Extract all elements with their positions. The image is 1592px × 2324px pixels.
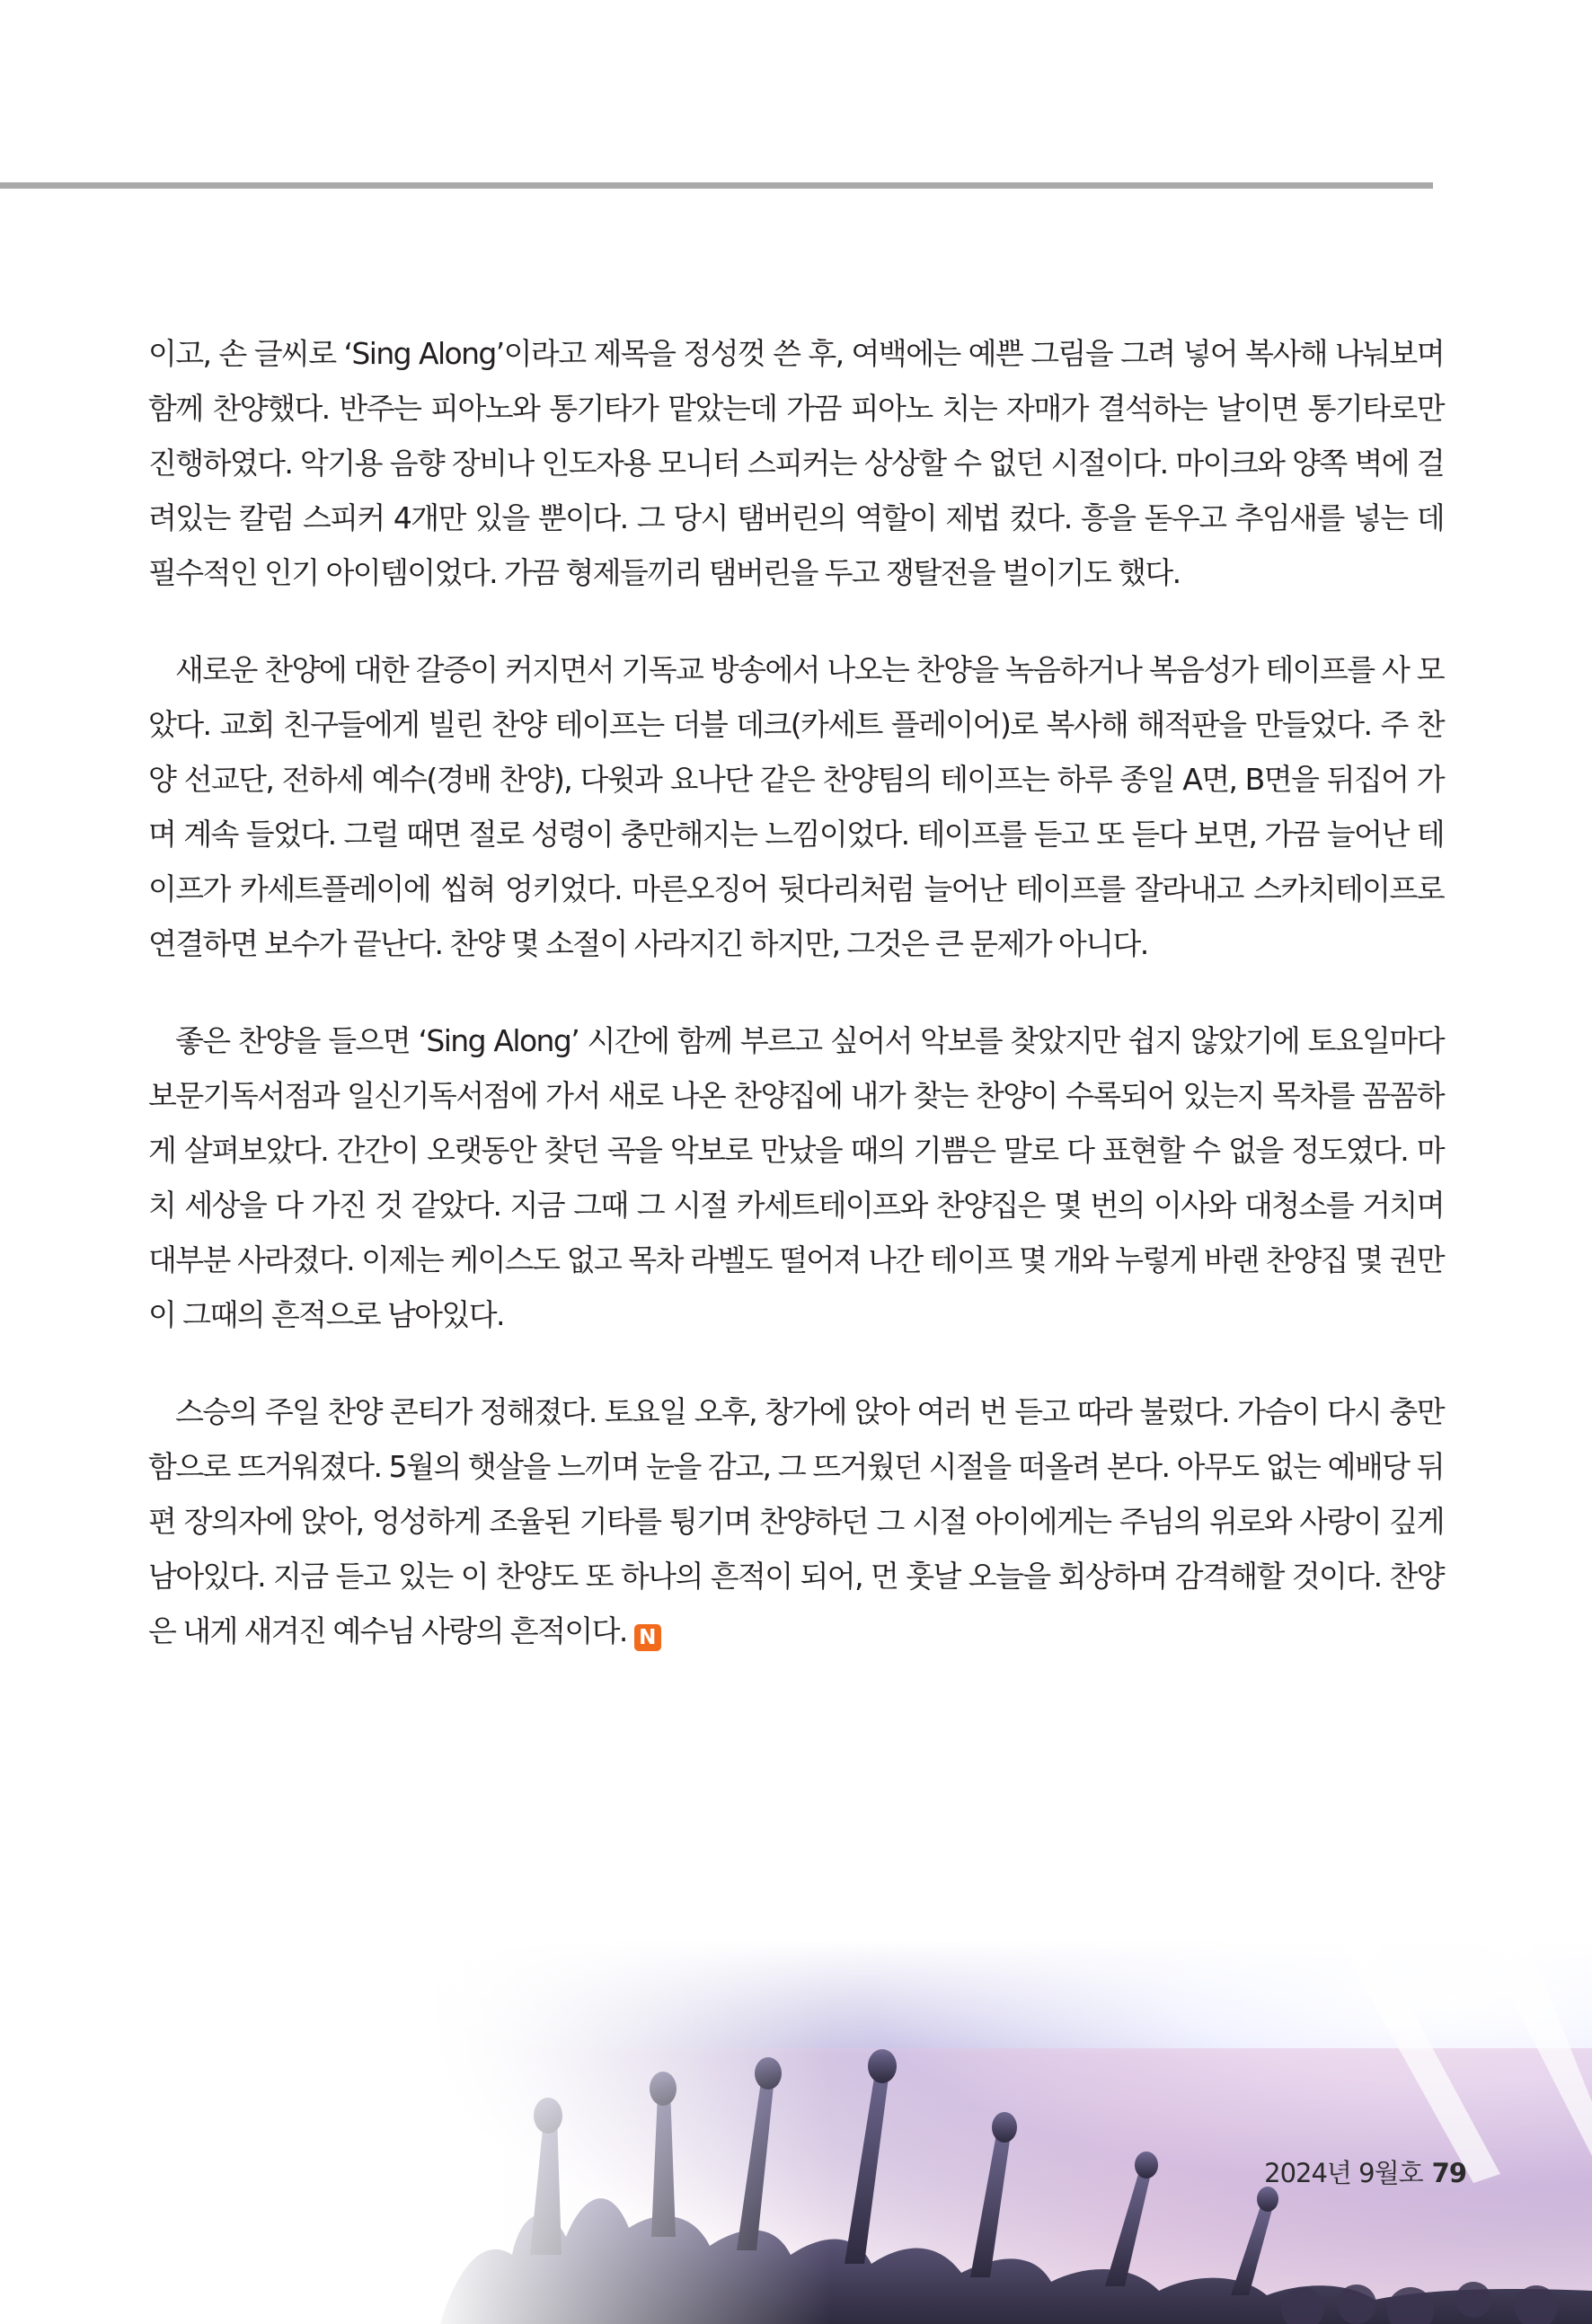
page-footer bbox=[1264, 2153, 1466, 2190]
paragraph-4 bbox=[148, 1384, 1444, 1658]
concert-crowd-image bbox=[422, 1940, 1592, 2324]
paragraph-3: 좋은 찬양을 들으면 ‘Sing Along’ 시간에 함께 부르고 싶어서 악보를 찾았지만 쉽지 않았기에 토요일마다 보문기독서점과 일신기독서점에 가서 새로 나온 찬양집에 내가 찾는 찬양이 수록되어 있는지 목차를 꼼꼼하게 살펴보았다. 간간이 오랫동안 찾던 곡을 악보로 만났을 때의 기쁨은 말로 다 표현할 수 없을 정도였다. 마치 세상을 다 가진 것 같았다. 지금 그때 그 시절 카세트테이프와 찬양집은 몇 번의 이사와 대청소를 거치며 대부분 사라졌다. 이제는 케이스도 없고 목차 라벨도 떨어져 나간 테이프 몇 개와 누렇게 바랜 찬양집 몇 권만이 그때의 흔적으로 남아있다. bbox=[148, 1023, 1444, 1332]
article-body bbox=[148, 326, 1444, 1701]
paragraph-4-text: 스승의 주일 찬양 콘티가 정해졌다. 토요일 오후, 창가에 앉아 여러 번 듣고 따라 불렀다. 가슴이 다시 충만함으로 뜨거워졌다. 5월의 햇살을 느끼며 눈을 감고, 그 뜨거웠던 시절을 떠올려 본다. 아무도 없는 예배당 뒤편 장의자에 앉아, 엉성하게 조율된 기타를 튕기며 찬양하던 그 시절 아이에게는 주님의 위로와 사랑이 깊게 남아있다. 지금 듣고 있는 이 찬양도 또 하나의 흔적이 되어, 먼 훗날 오늘을 회상하며 감격해할 것이다. 찬양은 내게 새겨진 예수님 사랑의 흔적이다. bbox=[148, 1394, 1444, 1648]
header-rule bbox=[0, 182, 1433, 189]
paragraph-1: 이고, 손 글씨로 ‘Sing Along’이라고 제목을 정성껏 쓴 후, 여백에는 예쁜 그림을 그려 넣어 복사해 나눠보며 함께 찬양했다. 반주는 피아노와 통기타가 맡았는데 가끔 피아노 치는 자매가 결석하는 날이면 통기타로만 진행하였다. 악기용 음향 장비나 인도자용 모니터 스피커는 상상할 수 없던 시절이다. 마이크와 양쪽 벽에 걸려있는 칼럼 스피커 4개만 있을 뿐이다. 그 당시 탬버린의 역할이 제법 컸다. 흥을 돋우고 추임새를 넣는 데 필수적인 인기 아이템이었다. 가끔 형제들끼리 탬버린을 두고 쟁탈전을 벌이기도 했다. bbox=[148, 336, 1444, 590]
page-number: 79 bbox=[1431, 2158, 1466, 2188]
end-mark-icon: N bbox=[634, 1624, 661, 1651]
issue-label: 2024년 9월호 bbox=[1264, 2158, 1423, 2188]
paragraph-2: 새로운 찬양에 대한 갈증이 커지면서 기독교 방송에서 나오는 찬양을 녹음하거나 복음성가 테이프를 사 모았다. 교회 친구들에게 빌린 찬양 테이프는 더블 데크(카세트 플레이어)로 복사해 해적판을 만들었다. 주 찬양 선교단, 전하세 예수(경배 찬양), 다윗과 요나단 같은 찬양팀의 테이프는 하루 종일 A면, B면을 뒤집어 가며 계속 들었다. 그럴 때면 절로 성령이 충만해지는 느낌이었다. 테이프를 듣고 또 듣다 보면, 가끔 늘어난 테이프가 카세트플레이에 씹혀 엉키었다. 마른오징어 뒷다리처럼 늘어난 테이프를 잘라내고 스카치테이프로 연결하면 보수가 끝난다. 찬양 몇 소절이 사라지긴 하지만, 그것은 큰 문제가 아니다. bbox=[148, 652, 1444, 961]
